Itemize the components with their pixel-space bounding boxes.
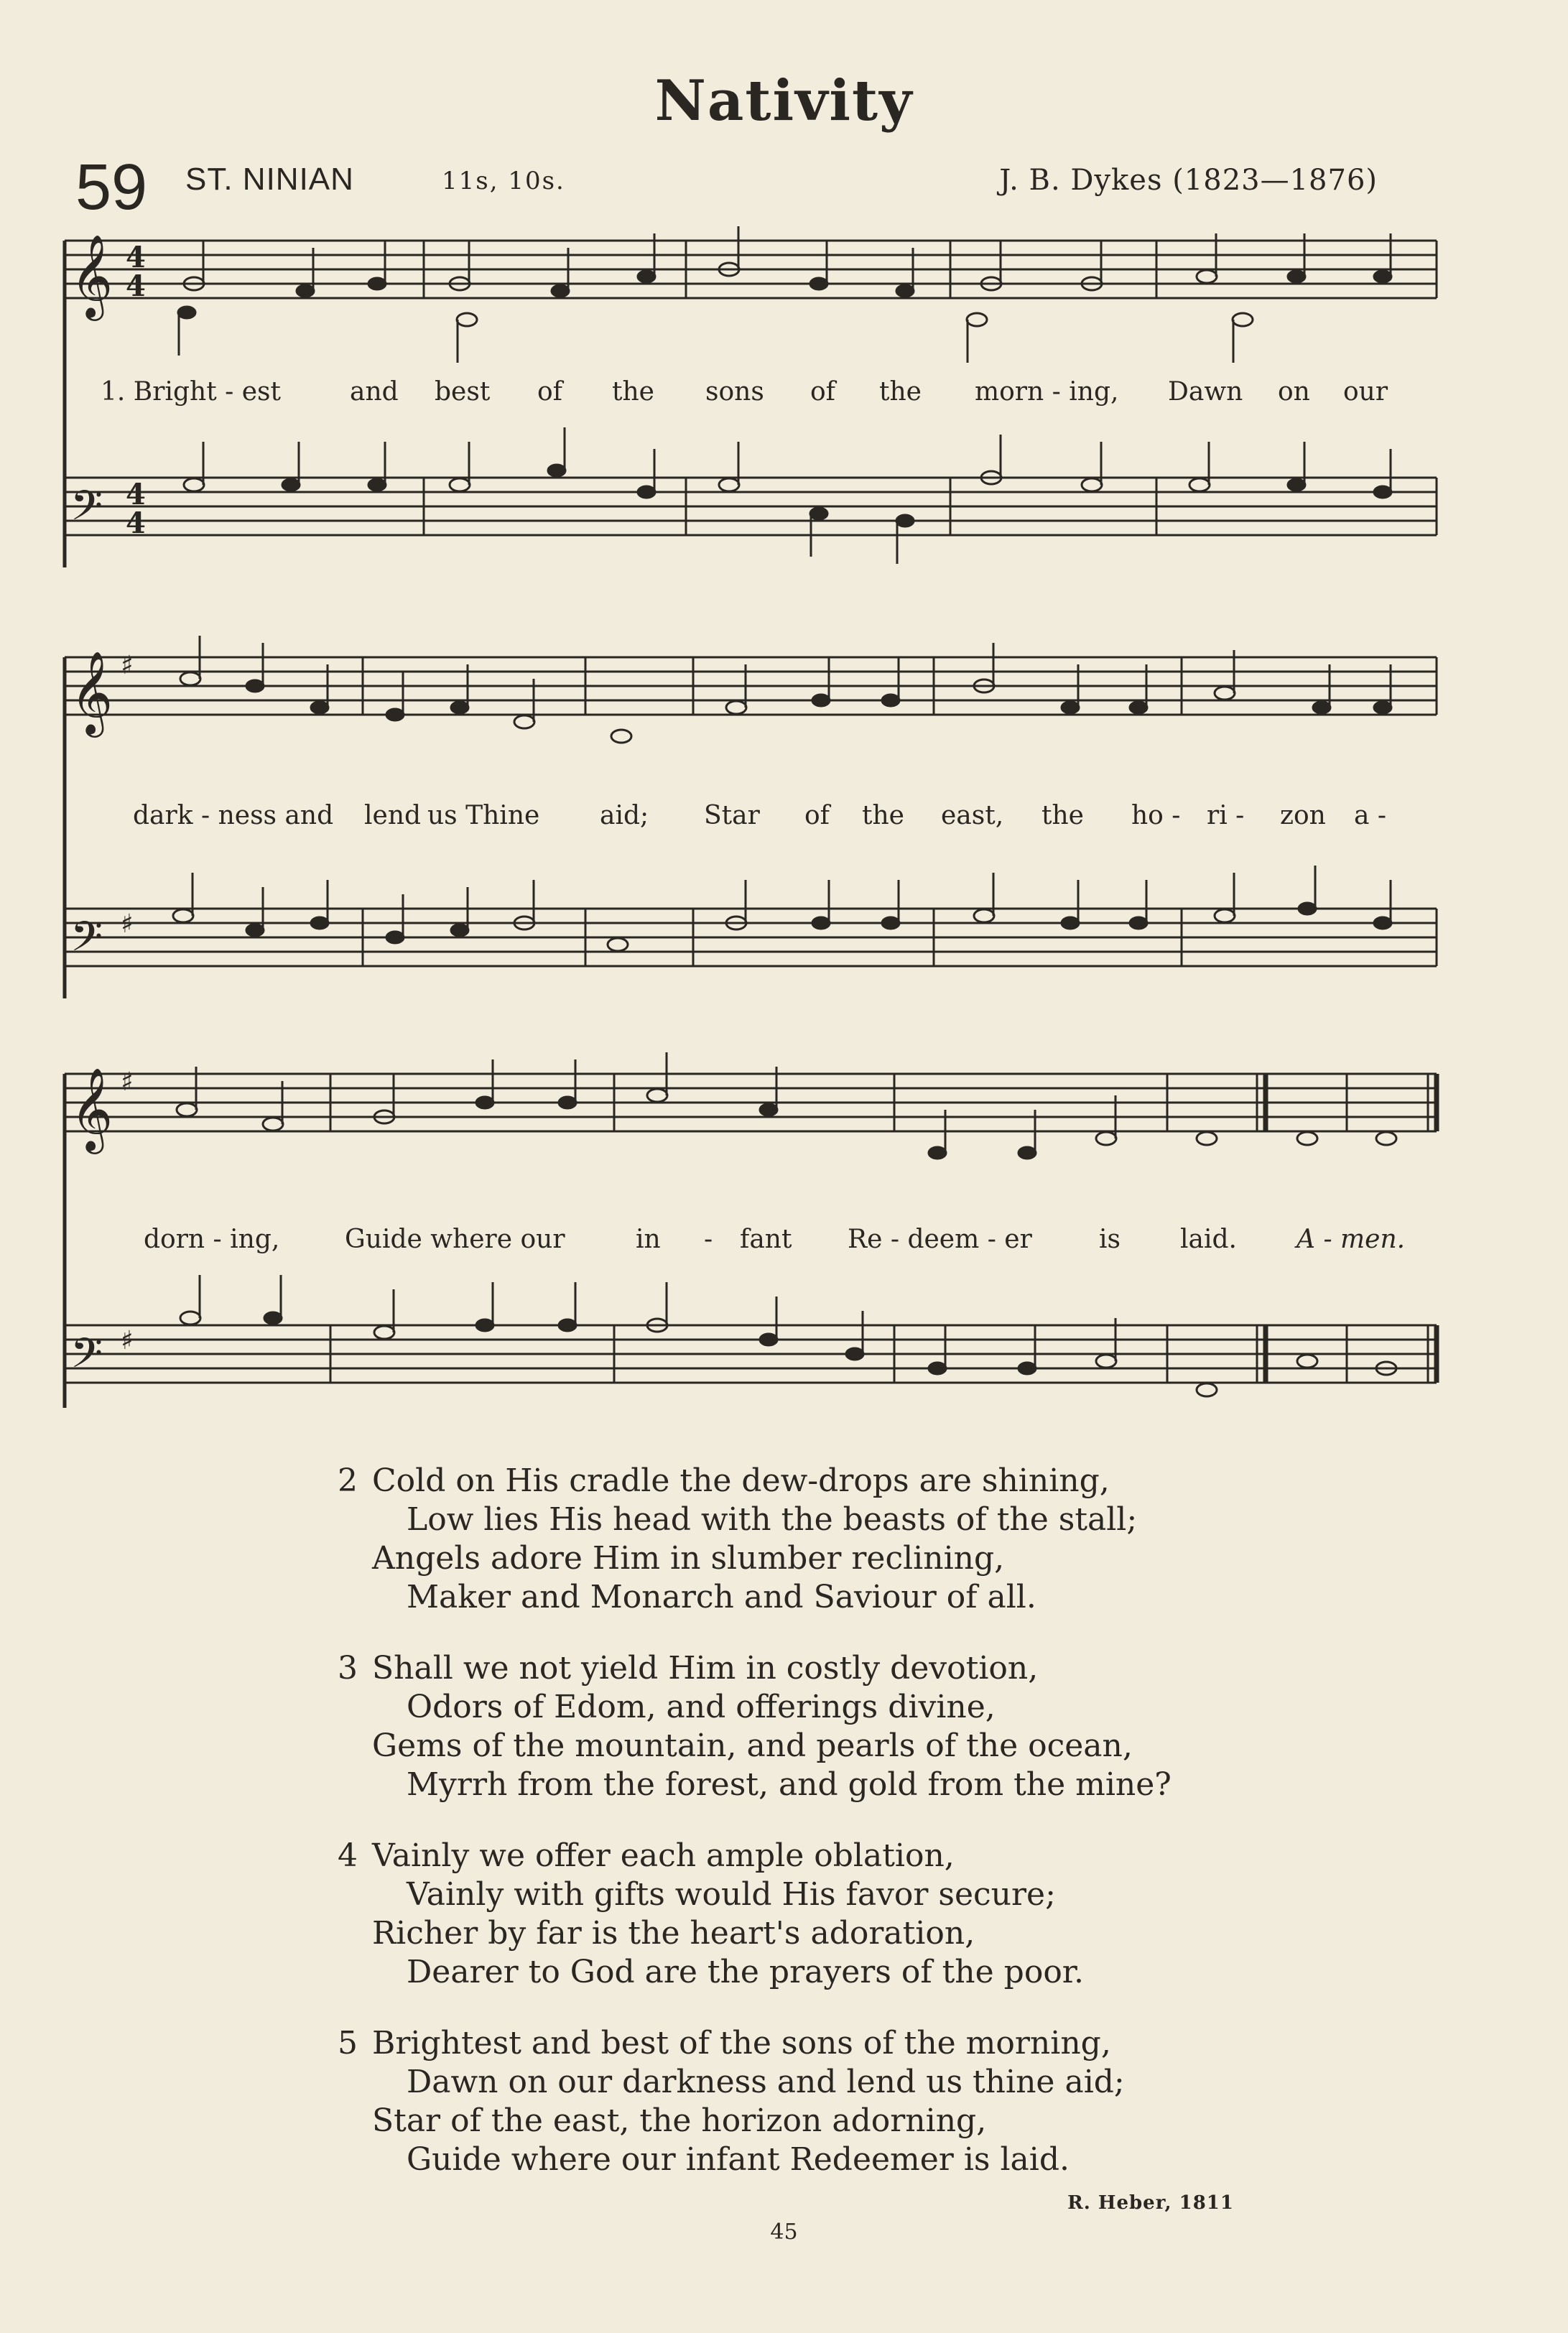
lyric-syllable: of <box>804 801 830 830</box>
lyric-syllable: lend <box>364 801 422 830</box>
stanza-line: Star of the east, the horizon adorning, <box>372 2102 987 2139</box>
lyrics-row-1 <box>0 377 1568 420</box>
lyric-syllable: ri - <box>1207 801 1245 830</box>
lyric-syllable: dark - ness and <box>133 801 334 830</box>
tune-name: ST. NINIAN <box>185 162 354 197</box>
svg-text:4: 4 <box>126 241 146 274</box>
stanza-number: 2 <box>338 1462 358 1499</box>
svg-text:4: 4 <box>126 478 146 511</box>
meter: 11s, 10s. <box>442 167 565 195</box>
lyric-syllable: - <box>704 1225 713 1254</box>
page-number: 45 <box>770 2220 798 2245</box>
lyric-syllable: in <box>636 1225 661 1254</box>
stanza-5 <box>338 2024 1172 2179</box>
lyric-syllable: the <box>1042 801 1084 830</box>
stanza-line: Richer by far is the heart's adoration, <box>372 1915 975 1952</box>
svg-text:♯: ♯ <box>121 1326 134 1355</box>
composer: J. B. Dykes (1823—1876) <box>999 164 1378 197</box>
lyric-syllable: the <box>612 377 654 407</box>
lyric-syllable: sons <box>705 377 764 407</box>
stanza-line: Dearer to God are the prayers of the poor. <box>407 1954 1084 1990</box>
stanza-number: 5 <box>338 2025 358 2061</box>
stanza-line: Gems of the mountain, and pearls of the ocean, <box>372 1727 1133 1764</box>
lyric-syllable: 1. Bright - est <box>101 377 281 407</box>
stanza-4 <box>338 1837 1172 1992</box>
svg-text:4: 4 <box>126 506 146 540</box>
stanza-number: 4 <box>338 1837 358 1874</box>
lyric-syllable: the <box>879 377 922 407</box>
lyric-syllable: is <box>1099 1225 1121 1254</box>
svg-text:𝄞: 𝄞 <box>70 233 113 317</box>
stanza-line: Low lies His head with the beasts of the stall; <box>407 1501 1138 1538</box>
svg-text:𝄞: 𝄞 <box>70 1067 113 1151</box>
stanza-line: Odors of Edom, and offerings divine, <box>407 1689 996 1725</box>
stanza-line: Dawn on our darkness and lend us thine aid; <box>407 2064 1125 2100</box>
hymn-number: 59 <box>75 152 148 223</box>
lyric-syllable: of <box>537 377 562 407</box>
svg-text:4: 4 <box>126 269 146 303</box>
stanza-line: Vainly with gifts would His favor secure; <box>407 1876 1056 1913</box>
stanza-line: Myrrh from the forest, and gold from the mine? <box>407 1766 1172 1803</box>
lyric-syllable: and <box>350 377 399 407</box>
lyric-syllable: fant <box>740 1225 792 1254</box>
lyric-syllable: ho - <box>1131 801 1181 830</box>
lyric-syllable: our <box>1343 377 1388 407</box>
lyric-syllable: laid. <box>1180 1225 1237 1254</box>
lyric-syllable: east, <box>941 801 1004 830</box>
svg-text:𝄞: 𝄞 <box>70 650 113 734</box>
lyric-syllable: dorn - ing, <box>144 1225 280 1254</box>
lyrics-row-2 <box>0 801 1568 844</box>
svg-text:𝄢: 𝄢 <box>70 1329 103 1388</box>
lyric-syllable: aid; <box>600 801 649 830</box>
svg-text:♯: ♯ <box>121 909 134 939</box>
lyrics-row-3 <box>0 1225 1568 1268</box>
svg-text:♯: ♯ <box>121 651 134 680</box>
stanzas <box>338 1462 1172 2212</box>
lyric-syllable: morn - ing, <box>975 377 1119 407</box>
stanza-line: Vainly we offer each ample oblation, <box>372 1837 955 1874</box>
stanza-line: Guide where our infant Redeemer is laid. <box>407 2141 1070 2178</box>
stanza-line: Angels adore Him in slumber reclining, <box>372 1540 1005 1577</box>
lyric-syllable: Re - deem - er <box>848 1225 1032 1254</box>
lyric-syllable: Guide where our <box>345 1225 565 1254</box>
lyric-syllable: Dawn <box>1168 377 1243 407</box>
stanza-2 <box>338 1462 1172 1617</box>
stanza-line: Shall we not yield Him in costly devotion, <box>372 1650 1039 1687</box>
page-title: Nativity <box>654 68 914 134</box>
stanza-line: Cold on His cradle the dew-drops are shining, <box>372 1462 1110 1499</box>
svg-text:𝄢: 𝄢 <box>70 912 103 971</box>
stanza-number: 3 <box>338 1650 358 1687</box>
lyric-syllable: us Thine <box>427 801 540 830</box>
lyric-syllable: A - men. <box>1296 1225 1406 1254</box>
stanza-line: Brightest and best of the sons of the morning, <box>372 2025 1111 2061</box>
lyric-syllable: best <box>435 377 491 407</box>
lyric-syllable: the <box>862 801 904 830</box>
lyric-syllable: on <box>1278 377 1310 407</box>
lyric-syllable: of <box>810 377 835 407</box>
lyric-syllable: Star <box>704 801 760 830</box>
svg-text:𝄢: 𝄢 <box>70 481 103 540</box>
stanza-3 <box>338 1649 1172 1804</box>
stanza-line: Maker and Monarch and Saviour of all. <box>407 1579 1036 1615</box>
svg-text:♯: ♯ <box>121 1067 134 1097</box>
lyric-syllable: zon <box>1280 801 1326 830</box>
lyric-syllable: a - <box>1354 801 1387 830</box>
hymn-author: R. Heber, 1811 <box>1067 2192 1234 2214</box>
